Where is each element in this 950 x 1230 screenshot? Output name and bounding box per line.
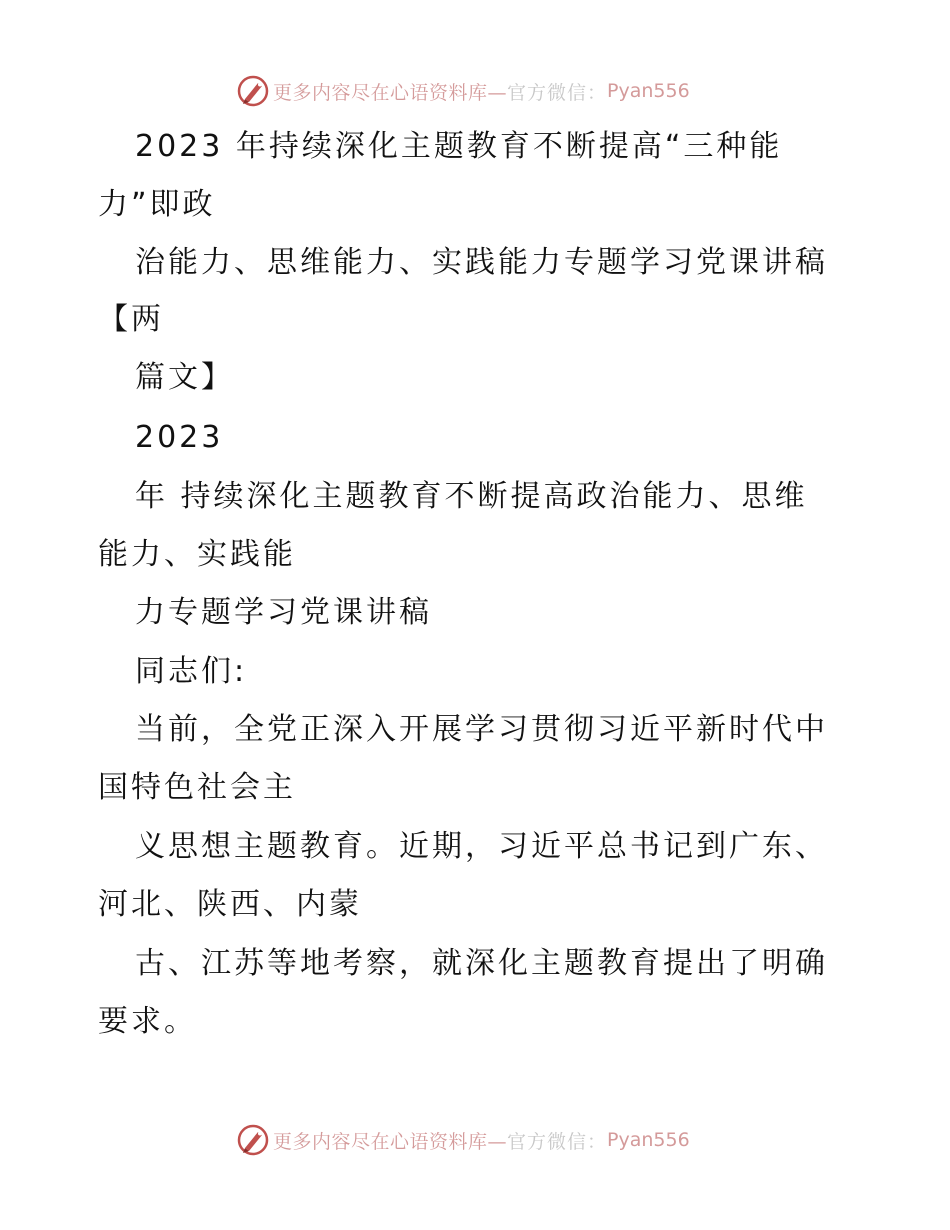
footer-watermark [236,1123,690,1157]
body-line: 要求。 [98,1004,197,1039]
writing-pen-logo-icon [236,74,270,108]
watermark-wechat-label: 官方微信： [507,81,608,104]
body-line: 能力、实践能 [98,537,296,572]
body-line: 2023 年持续深化主题教育不断提高“三种能 [135,129,783,164]
body-line: 同志们: [135,654,248,689]
body-line: 力专题学习党课讲稿 [135,595,432,630]
watermark-wechat-id: Pyan556 [607,1129,690,1151]
watermark-wechat-label: 官方微信： [507,1130,608,1153]
header-watermark [236,74,690,108]
body-line: 篇文】 [135,360,234,395]
body-line: 治能力、思维能力、实践能力专题学习党课讲稿 [135,245,828,280]
watermark-text: 更多内容尽在心语资料库— [273,81,508,104]
body-line: 年 持续深化主题教育不断提高政治能力、思维 [135,479,808,514]
body-line: 河北、陕西、内蒙 [98,887,362,922]
body-line: 2023 [135,420,224,455]
body-line: 古、江苏等地考察，就深化主题教育提出了明确 [135,946,828,981]
body-line: 力”即政 [98,187,216,222]
watermark-text: 更多内容尽在心语资料库— [273,1130,508,1153]
watermark-wechat-id: Pyan556 [607,80,690,102]
body-line: 【两 [98,302,164,337]
body-line: 当前，全党正深入开展学习贯彻习近平新时代中 [135,712,828,747]
body-line: 义思想主题教育。近期，习近平总书记到广东、 [135,829,828,864]
writing-pen-logo-icon [236,1123,270,1157]
body-line: 国特色社会主 [98,770,296,805]
